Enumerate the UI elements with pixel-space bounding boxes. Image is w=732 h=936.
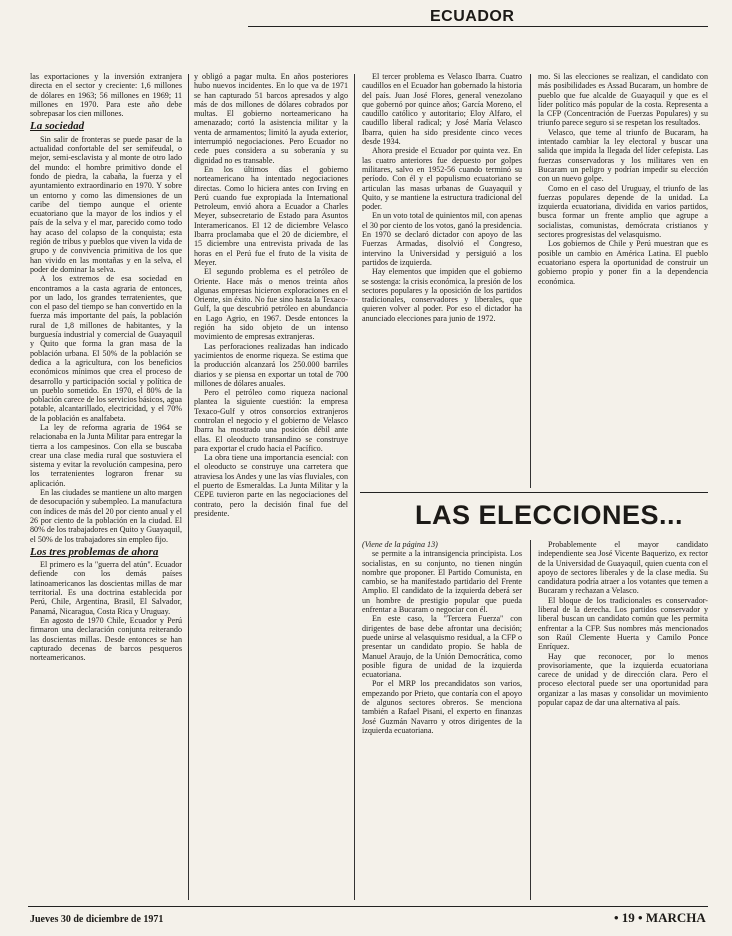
elecciones-paragraph: Probablemente el mayor candidato independiente sea José Vicente Baquerizo, ex rector de la Universidad de Guayaquil, quien cuenta con el apoyo de sectores liberales y de la clase media. Su candidatura podría atraer a los votantes que temen a Bucaram y rechazan a Velasco. xyxy=(538,540,708,596)
column-2 xyxy=(194,72,348,902)
elecciones-column-right xyxy=(538,540,708,902)
col1-paragraph: En las ciudades se mantiene un alto margen de desocupación y subempleo. La manufactura con índices de más del 20 por ciento anual y el 26 por ciento de la población en la ciudad. El 80% de los trabajadores en Quito y Guayaquil, el 50% de los trabajadores sin empleo fijo. xyxy=(30,488,182,544)
elecciones-paragraph: El bloque de los tradicionales es conservador-liberal de la derecha. Los partidos conservador y liberal buscan un candidato común que les permita enfrentar a la CFP. Sus nombres más mencionados son Raúl Clemente Huerta y Camilo Ponce Enríquez. xyxy=(538,595,708,652)
col2-paragraph: En los últimos días el gobierno norteamericano ha intentado negociaciones directas. Como lo hiciera antes con Irving en Perú cuando fue expropiada la International Petroleum, envió ahora a Ecuador a Charles Meyer, subsecretario de Estado para Asuntos Interamericanos. El 12 de diciembre Velasco Ibarra proclamaba que el 20 de diciembre, el 15 diciembre una entrevista privada de las horas en el Perú fue el fruto de la visita de Meyer. xyxy=(194,164,348,267)
issue-date: Jueves 30 de diciembre de 1971 xyxy=(30,914,164,925)
elecciones-paragraph: se permite a la intransigencia principista. Los socialistas, en su conjunto, no tienen ningún nombre que proponer. El Partido Comunista, en cambio, se ha manifestado partidario del Frente Amplio. El candidato de la izquierda deberá ser un hombre de prestigio popular que pueda enfrentar a Bucaram o negociar con él. xyxy=(362,549,522,615)
col2-paragraph: Las perforaciones realizadas han indicado yacimientos de enorme riqueza. Se estima que la producción alcanzará los 250.000 barriles diarios y se piensa en exportar un total de 700 millones de dólares anuales. xyxy=(194,341,348,388)
column-1 xyxy=(30,72,182,902)
column-divider xyxy=(188,74,189,900)
column-4-top xyxy=(538,72,708,480)
col1-paragraph: La ley de reforma agraria de 1964 se relacionaba en la Junta Militar para entregar la tierra a los campesinos. Con ella se buscaba crear una clase media rural que sostuviera el sistema y evitar la revolución campesina, pero los terratenientes lograron frenar su aplicación. xyxy=(30,422,182,488)
column-divider xyxy=(530,540,531,900)
elecciones-paragraph: Por el MRP los precandidatos son varios, empezando por Prieto, que contaría con el apoyo de algunos sectores obreros. Se menciona también a Rafael Pisani, el experto en finanzas José Guzmán Navarro y otros dirigentes de la izquierda ecuatoriana. xyxy=(362,679,522,735)
col1-paragraph: El primero es la "guerra del atún". Ecuador defiende con los demás países latinoamericanos las doscientas millas de mar territorial. Es una doctrina establecida por Perú, Chile, Argentina, Brasil, El Salvador, Panamá, Nicaragua, Costa Rica y Uruguay. xyxy=(30,560,182,616)
col3-paragraph: El tercer problema es Velasco Ibarra. Cuatro caudillos en el Ecuador han gobernado la historia del país. Juan José Flores, general venezolano que gobernó por quince años; García Moreno, el caudillo católico y autoritario; Eloy Alfaro, el caudillo liberal radical; y José María Velasco Ibarra, quien ha sido presidente cinco veces desde 1934. xyxy=(362,72,522,147)
elecciones-top-rule xyxy=(360,492,708,493)
column-divider xyxy=(530,74,531,488)
footer-rule xyxy=(28,906,708,907)
subhead-problemas: Los tres problemas de ahora xyxy=(30,545,159,558)
continued-note: (Viene de la página 13) xyxy=(362,540,438,549)
section-title: ECUADOR xyxy=(430,8,515,25)
elecciones-paragraph: En este caso, la "Tercera Fuerza" con dirigentes de base debe afrontar una decisión; puede unirse al velasquismo residual, a la CFP o presentar un candidato propio. Se habla de Manuel Araujo, de la Unión Democrática, como posible figura de unidad de la izquierda ecuatoriana. xyxy=(362,614,522,680)
col3-paragraph: Hay elementos que impiden que el gobierno se sostenga: la crisis económica, la presión de los sectores populares y la oposición de los partidos tradicionales, conservadores y liberales, que quieren volver al poder. Por eso el dictador ha anunciado elecciones para junio de 1972. xyxy=(362,267,522,323)
col2-paragraph: La obra tiene una importancia esencial: con el oleoducto se construye una carretera que atraviesa los Andes y une las vías fluviales, con el puerto de Esmeraldas. La Junta Militar y la CEPE tuvieron parte en las negociaciones del contrato, pero la decisión final fue del presidente. xyxy=(194,453,348,518)
col2-paragraph: Pero el petróleo como riqueza nacional plantea la siguiente cuestión: la empresa Texaco-Gulf y otros consorcios extranjeros controlan el negocio y el gobierno de Velasco Ibarra ha mostrado una posición débil ante ellas. El oleoducto transandino se construye para exportar el crudo hacia el Pacífico. xyxy=(194,388,348,453)
col4-paragraph: Los gobiernos de Chile y Perú muestran que es posible un cambio en América Latina. El pueblo ecuatoriano espera la oportunidad de construir un gobierno propio y poner fin a la dependencia económica. xyxy=(538,239,708,286)
col3-paragraph: En un voto total de quinientos mil, con apenas el 30 por ciento de los votos, ganó la presidencia. En 1970 se declaró dictador con apoyo de las Fuerzas Armadas, disolvió el Congreso, intervino la Universidad y persiguió a los partidos de izquierda. xyxy=(362,211,522,267)
subhead-sociedad: La sociedad xyxy=(30,120,85,133)
col3-paragraph: Ahora preside el Ecuador por quinta vez. En las cuatro anteriores fue depuesto por golpes militares, salvo en 1952-56 cuando terminó su período. Con él y el populismo ecuatoriano se articulan las masas urbanas de Guayaquil y Quito, y se mantiene la estructura tradicional del poder. xyxy=(362,146,522,212)
col2-paragraph: y obligó a pagar multa. En años posteriores hubo nuevos incidentes. En lo que va de 1971 se han capturado 51 barcos apresados y algo más de dos millones de dólares cobrados por multas. El gobierno norteamericano ha amenazado; cortó la asistencia militar y la venta de armamentos; limitó la ayuda exterior, interrumpió negociaciones. Pero Ecuador no cede pues considera a su soberanía y su dignidad no es transable. xyxy=(194,72,348,165)
col4-paragraph: Como en el caso del Uruguay, el triunfo de las fuerzas populares depende de la unidad. La izquierda ecuatoriana, dividida en varios partidos, busca formar un frente amplio que agrupe a socialistas, comunistas, demócrata cristianos y sectores progresistas del velasquismo. xyxy=(538,183,708,240)
col4-paragraph: mo. Si las elecciones se realizan, el candidato con más posibilidades es Assad Bucaram, un hombre de pueblo que fue alcalde de Guayaquil y que es el líder político más popular de la costa. Representa a la CFP (Concentración de Fuerzas Populares) y su triunfo parece seguro si se respetan los resultados. xyxy=(538,72,708,128)
col4-paragraph: Velasco, que teme al triunfo de Bucaram, ha intentado cambiar la ley electoral y buscar una salida que impida la llegada del líder cefepista. Las fuerzas conservadoras y los militares ven en Bucaram un peligro y podrían impedir su elección con un nuevo golpe. xyxy=(538,127,708,184)
page-number: • 19 • MARCHA xyxy=(614,910,706,925)
column-divider xyxy=(354,74,355,900)
col1-paragraph: A los extremos de esa sociedad en encontramos a la casta agraria de entonces, por un lado, los grandes terratenientes, que con el paso del tiempo se han convertido en la fuerza más importante del país, la población rural de 1,8 millones de habitantes, y la burguesía industrial y comercial de Guayaquil y Quito que forma la gran masa de la población urbana. El 50% de la población se dedica a la agricultura, con los beneficios económicos mínimos que crea el proceso de desarrollo y participación social y política de un pueblo sometido. En 1970, el 80% de la población carece de los servicios básicos, agua potable, alcantarillado, electricidad, y el 70% de la población es analfabeta. xyxy=(30,274,182,423)
column-3-top xyxy=(362,72,522,480)
elecciones-paragraph: Hay que reconocer, por lo menos provisoriamente, que la izquierda ecuatoriana carece de unidad y de dirección clara. Pero el proceso electoral puede ser una oportunidad para organizar a las masas y consolidar un movimiento popular capaz de dar una alternativa al país. xyxy=(538,651,708,708)
col2-paragraph: El segundo problema es el petróleo de Oriente. Hace más o menos treinta años algunas empresas hicieron exploraciones en el Oriente, sin éxito. No fue sino hasta la Texaco-Gulf, la que descubrió petróleo en abundancia en Lago Agrio, en 1967. Desde entonces la región ha sido objeto de un intenso movimiento de empresas extranjeras. xyxy=(194,267,348,342)
col1-intro: las exportaciones y la inversión extranjera directa en el sector y creciente: 1,6 millones de dólares en 1963; 56 millones en 1969; 11 millones en 1970. Para este año debe sobrepasar los cien millones. xyxy=(30,72,182,119)
elecciones-headline: LAS ELECCIONES... xyxy=(415,500,684,530)
col1-paragraph: En agosto de 1970 Chile, Ecuador y Perú firmaron una declaración conjunta reiterando las doscientas millas. Desde entonces se han capturado decenas de barcos pesqueros norteamericanos. xyxy=(30,615,182,663)
col1-paragraph: Sin salir de fronteras se puede pasar de la actualidad confortable del ser semifeudal, o mejor, semi-esclavista y al monte de otro lado del mundo: el hombre primitivo donde el fondo de piedra, la cabaña, la fuerza y el ayuntamiento extraordinario en 1970. Y sobre un entorno y como las dimensiones de un caribe del tiempo aunque el oriente ecuatoriano que la mayor de los indios y el país de la selva y el mar, parecido como todo hay acaso del colapso de la conquista; esta región de tribus y pueblos que viven la vida de grupo y de convivencia primitiva de los que han vivido en las montañas y en la selva, el poder de dominar la selva. xyxy=(30,134,182,274)
elecciones-column-left xyxy=(362,540,522,902)
header-rule xyxy=(248,26,708,27)
